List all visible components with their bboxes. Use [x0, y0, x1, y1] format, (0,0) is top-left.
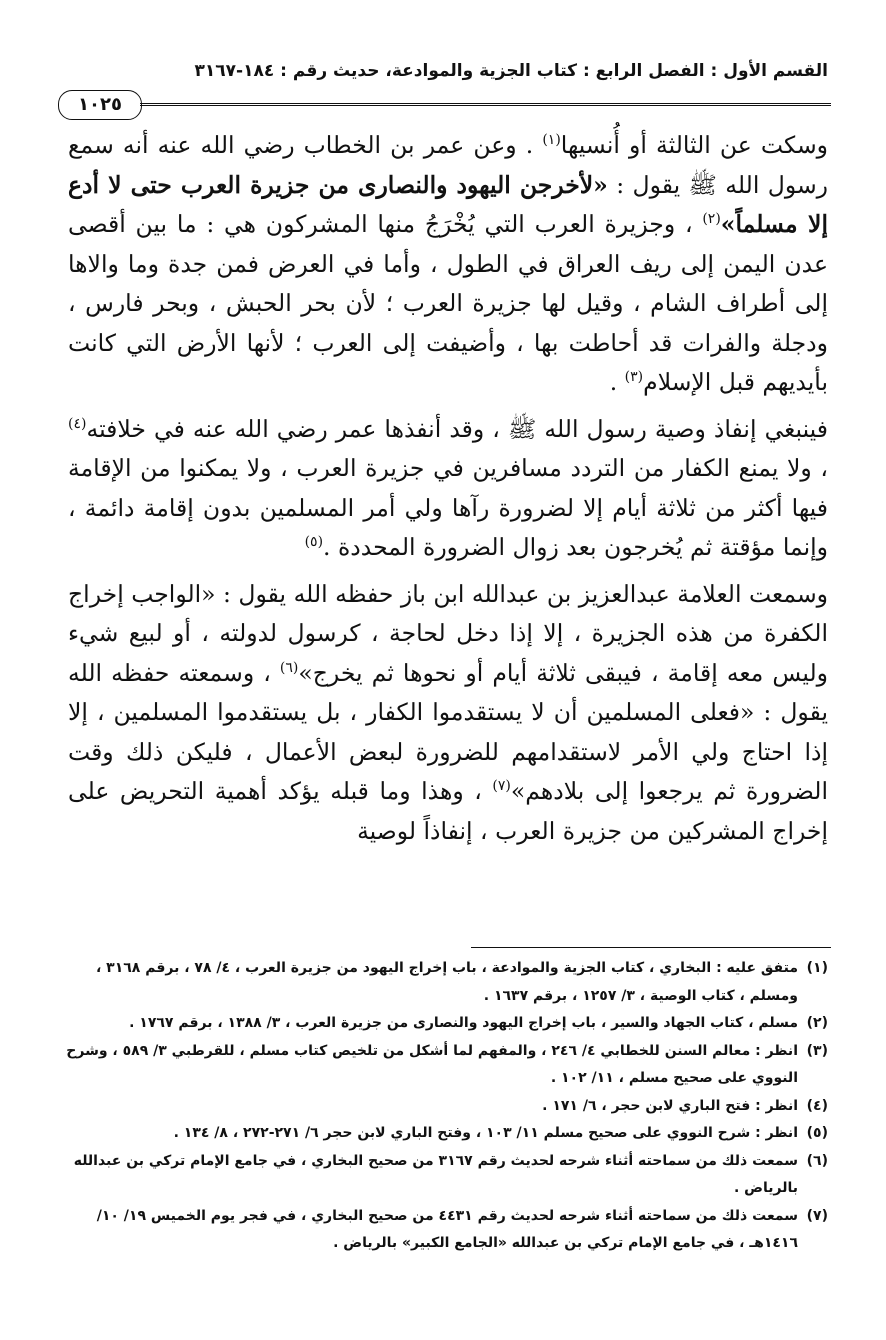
text-run: ، ولا يمنع الكفار من التردد مسافرين في جزيرة العرب ، ولا يمكنوا من الإقامة فيها أكثر من ثلاثة أيام إلا لضرورة رآها ولي أمر المسلمين بدون إقامة دائمة ، وإنما مؤقتة ثم يُخرجون بعد زوال الضرورة المحددة .: [68, 454, 828, 561]
footnote: [58, 1120, 828, 1148]
paragraph-2: [68, 410, 828, 568]
header-rule: [140, 103, 831, 106]
running-header: القسم الأول : الفصل الرابع : كتاب الجزية والموادعة، حديث رقم : ١٨٤-٣١٦٧: [194, 61, 828, 81]
footnote-ref-4[interactable]: (٤): [68, 415, 87, 432]
footnote: [58, 1148, 828, 1203]
footnote-text: مسلم ، كتاب الجهاد والسير ، باب إخراج اليهود والنصارى من جزيرة العرب ، ٣/ ١٣٨٨ ، برقم ١٧٦٧ .: [129, 1015, 798, 1031]
main-text: [68, 126, 828, 858]
text-run: .: [609, 368, 625, 396]
footnote-number: (٧): [806, 1207, 828, 1224]
paragraph-1: [68, 126, 828, 403]
footnote-number: (٢): [806, 1015, 828, 1031]
footnote-text: انظر : معالم السنن للخطابي ٤/ ٢٤٦ ، والمفهم لما أشكل من تلخيص كتاب مسلم ، للقرطبي ٣/ ٥٨٩ ، وشرح النووي على صحيح مسلم ، ١١/ ١٠٢ .: [66, 1042, 798, 1086]
hadith-quote: «لأخرجن اليهود والنصارى من جزيرة العرب حتى لا أدع إلا مسلماً»: [68, 170, 828, 238]
footnote-ref-2[interactable]: (٢): [702, 211, 721, 228]
footnote-number: (٦): [806, 1152, 828, 1169]
footnote: [58, 955, 828, 1010]
footnote-text: انظر : شرح النووي على صحيح مسلم ١١/ ١٠٣ ، وفتح الباري لابن حجر ٦/ ٢٧١-٢٧٢ ، ٨/ ١٣٤ .: [173, 1125, 798, 1141]
paragraph-3: [68, 575, 828, 852]
footnotes: [58, 955, 828, 1258]
footnote-number: (٣): [806, 1042, 828, 1059]
footnote-number: (٥): [806, 1125, 828, 1141]
footnote-number: (٤): [806, 1097, 828, 1114]
page-number: ١٠٢٥: [58, 90, 142, 120]
footnote-text: انظر : فتح الباري لابن حجر ، ٦/ ١٧١ .: [542, 1097, 798, 1114]
footnote-ref-3[interactable]: (٣): [624, 369, 644, 386]
footnote-text: متفق عليه : البخاري ، كتاب الجزية والموادعة ، باب إخراج اليهود من جزيرة العرب ، ٤/ ٧٨ ، برقم ٣١٦٨ ، ومسلم ، كتاب الوصية ، ٣/ ١٢٥٧ ، برقم ١٦٣٧ .: [95, 960, 798, 1004]
footnote-number: (١): [806, 960, 828, 976]
footnote: [58, 1203, 828, 1258]
footnote: [58, 1093, 828, 1121]
text-run: ، وسمعته حفظه الله يقول : «فعلى المسلمين أن لا يستقدموا الكفار ، بل يستقدموا المسلمين ، إلا إذا احتاج ولي الأمر لاستقدامهم للضرورة لبعض الأعمال ، فليكن ذلك وقت الضرورة ثم يرجعوا إلى بلادهم»: [68, 658, 828, 805]
footnote-ref-1[interactable]: (١): [542, 132, 561, 149]
text-run: وسمعت العلامة عبدالعزيز بن عبدالله ابن باز حفظه الله يقول : «الواجب إخراج الكفرة من هذه الجزيرة ، إلا إذا دخل لحاجة ، كرسول لدولته ، أو لبيع شيء وليس معه إقامة ، فيبقى ثلاثة أيام أو نحوها ثم يخرج»: [68, 579, 828, 687]
text-run: ، وجزيرة العرب التي يُخْرَجُ منها المشركون هي : ما بين أقصى عدن اليمن إلى ريف العراق في الطول ، وأما في العرض فمن جدة وما والاها إلى أطراف الشام ، وقيل لها جزيرة العرب ؛ لأن بحر الحبش ، وبحر فارس ، ودجلة والفرات قد أحاطت بها ، وأضيفت إلى العرب ؛ لأنها الأرض التي كانت بأيديهم قبل الإسلام: [68, 210, 828, 396]
text-run: . وعن عمر بن الخطاب رضي الله عنه أنه سمع رسول الله ﷺ يقول :: [68, 131, 829, 199]
footnote-ref-7[interactable]: (٧): [492, 778, 511, 795]
footnote: [58, 1010, 828, 1038]
footnote-text: سمعت ذلك من سماحته أثناء شرحه لحديث رقم ٣١٦٧ من صحيح البخاري ، في جامع الإمام تركي بن عبدالله بالرياض .: [73, 1152, 798, 1196]
text-run: ، وهذا وما قبله يؤكد أهمية التحريض على إخراج المشركين من جزيرة العرب ، إنفاذاً لوصية: [68, 777, 828, 845]
text-run: وسكت عن الثالثة أو أُنسيها: [560, 131, 829, 159]
footnote-text: سمعت ذلك من سماحته أثناء شرحه لحديث رقم ٤٤٣١ من صحيح البخاري ، في فجر يوم الخميس ١٩/ ١٠/ ١٤١٦هـ ، في جامع الإمام تركي بن عبدالله «الجامع الكبير» بالرياض .: [96, 1207, 798, 1251]
footnote-ref-6[interactable]: (٦): [279, 659, 299, 676]
text-run: فينبغي إنفاذ وصية رسول الله ﷺ ، وقد أنفذها عمر رضي الله عنه في خلافته: [86, 414, 828, 443]
footnote: [58, 1038, 828, 1093]
footnote-ref-5[interactable]: (٥): [304, 534, 324, 551]
footnote-separator: [471, 947, 831, 948]
